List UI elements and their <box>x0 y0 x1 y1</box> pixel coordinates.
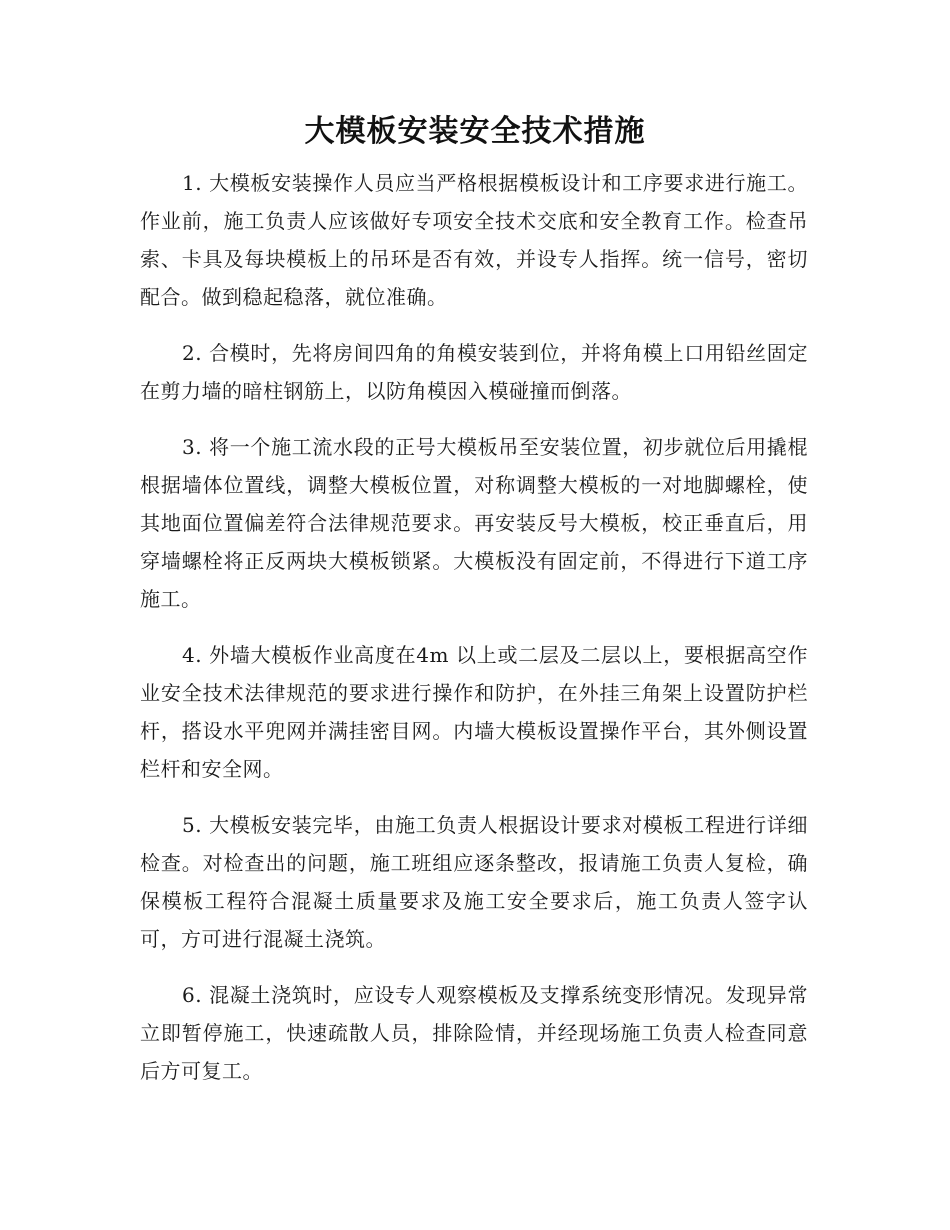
paragraph-4: 4. 外墙大模板作业高度在4m 以上或二层及二层以上，要根据高空作业安全技术法律规范的要求进行操作和防护，在外挂三角架上设置防护栏杆，搭设水平兜网并满挂密目网。内墙大模板设置操作平台，其外侧设置栏杆和安全网。 <box>140 643 808 781</box>
paragraph-2: 2. 合模时，先将房间四角的角模安装到位，并将角模上口用铅丝固定在剪力墙的暗柱钢筋上，以防角模因入模碰撞而倒落。 <box>140 341 808 403</box>
document-body <box>140 164 808 1108</box>
paragraph-1: 1. 大模板安装操作人员应当严格根据模板设计和工序要求进行施工。作业前，施工负责人应该做好专项安全技术交底和安全教育工作。检查吊索、卡具及每块模板上的吊环是否有效，并设专人指挥。统一信号，密切配合。做到稳起稳落，就位准确。 <box>140 171 808 309</box>
paragraph-3: 3. 将一个施工流水段的正号大模板吊至安装位置，初步就位后用撬棍根据墙体位置线，调整大模板位置，对称调整大模板的一对地脚螺栓，使其地面位置偏差符合法律规范要求。再安装反号大模板，校正垂直后，用穿墙螺栓将正反两块大模板锁紧。大模板没有固定前，不得进行下道工序施工。 <box>140 435 808 611</box>
paragraph-5: 5. 大模板安装完毕，由施工负责人根据设计要求对模板工程进行详细检查。对检查出的问题，施工班组应逐条整改，报请施工负责人复检，确保模板工程符合混凝土质量要求及施工安全要求后，施工负责人签字认可，方可进行混凝土浇筑。 <box>140 813 808 951</box>
document-title: 大模板安装安全技术措施 <box>304 114 646 149</box>
paragraph-6: 6. 混凝土浇筑时，应设专人观察模板及支撑系统变形情况。发现异常立即暂停施工，快速疏散人员，排除险情，并经现场施工负责人检查同意后方可复工。 <box>140 983 808 1083</box>
